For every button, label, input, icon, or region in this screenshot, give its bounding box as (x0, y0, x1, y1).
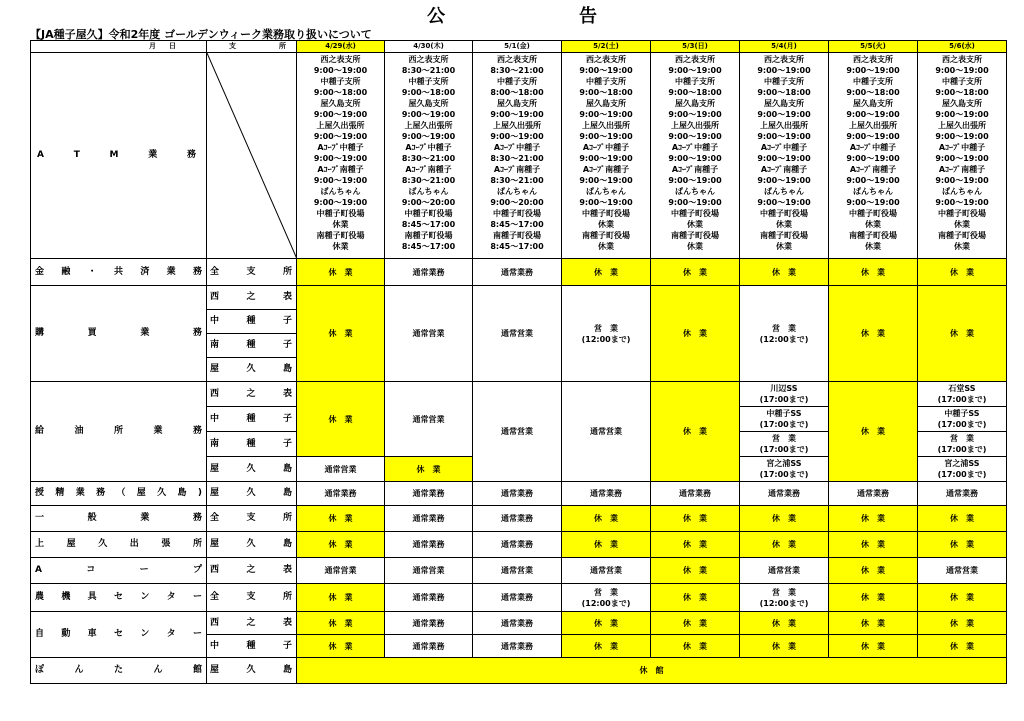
status-cell: 休 業 (385, 457, 473, 482)
status-cell: 通常営業 (297, 457, 385, 482)
status-cell: 休 業 (740, 506, 829, 532)
status-cell: 休 業 (829, 286, 918, 382)
atm-hours-cell: 西之表支所 8:30～21:00 中種子支所 8:00～18:00 屋久島支所 9:00～19:00 上屋久出張所 9:00～19:00 Aｺｰﾌﾟ中種子 8:30～21:00 Aｺｰﾌﾟ南種子 8:30～21:00 ばんちゃん 9:00～20:00 中種子町役場 8:45～17:00 南種子町役場 8:45～17:00 (473, 53, 562, 259)
status-cell: 通常業務 (473, 482, 562, 506)
status-cell: 休 業 (829, 259, 918, 286)
gas-station-cell: 石堂SS (17:00まで) (918, 382, 1007, 407)
status-cell: 通常営業 (918, 558, 1007, 584)
status-cell: 休 業 (740, 532, 829, 558)
category-pontan-hall: ぽ ん た ん 館 (31, 658, 207, 684)
branch-name: 中 種 子 (207, 310, 297, 334)
status-cell: 通常業務 (297, 482, 385, 506)
status-cell: 営 業 (12:00まで) (562, 584, 651, 612)
status-cell: 休 業 (829, 506, 918, 532)
category-finance: 金 融 ・ 共 済 業 務 (31, 259, 207, 286)
status-cell: 通常営業 (385, 286, 473, 382)
date-header: 5/5(火) (829, 41, 918, 53)
status-cell: 休 業 (651, 506, 740, 532)
category-insemination: 授 精 業 務 （ 屋 久 島 ) (31, 482, 207, 506)
date-header: 4/30(木) (385, 41, 473, 53)
branch-name: 中 種 子 (207, 407, 297, 432)
status-cell: 休 業 (297, 612, 385, 635)
status-cell: 休 業 (562, 635, 651, 658)
status-cell: 休 業 (918, 635, 1007, 658)
status-cell: 休 業 (651, 635, 740, 658)
atm-hours-cell: 西之表支所 8:30～21:00 中種子支所 9:00～18:00 屋久島支所 9:00～19:00 上屋久出張所 9:00～19:00 Aｺｰﾌﾟ中種子 8:30～21:00 Aｺｰﾌﾟ南種子 8:30～21:00 ばんちゃん 9:00～20:00 中種子町役場 8:45～17:00 南種子町役場 8:45～17:00 (385, 53, 473, 259)
gas-station-cell: 宮之浦SS (17:00まで) (918, 457, 1007, 482)
status-cell: 休 業 (297, 382, 385, 457)
status-cell: 休 業 (829, 558, 918, 584)
status-cell: 休 業 (918, 584, 1007, 612)
status-cell: 通常業務 (473, 584, 562, 612)
status-cell: 休 業 (651, 584, 740, 612)
gas-station-cell: 宮之浦SS (17:00まで) (740, 457, 829, 482)
status-cell: 通常業務 (473, 635, 562, 658)
branch-name: 屋 久 島 (207, 658, 297, 684)
category-farm-machinery: 農 機 具 セ ン タ ー (31, 584, 207, 612)
branch-name: 全 支 所 (207, 506, 297, 532)
status-cell: 休 業 (297, 259, 385, 286)
status-cell: 休 業 (740, 259, 829, 286)
status-cell: 休 業 (651, 286, 740, 382)
schedule-table (30, 40, 1007, 684)
category-auto-center: 自 動 車 セ ン タ ー (31, 612, 207, 658)
date-header: 5/6(水) (918, 41, 1007, 53)
status-cell: 通常業務 (740, 482, 829, 506)
category-a-coop: A コ ー プ (31, 558, 207, 584)
branch-all: 全 支 所 (207, 259, 297, 286)
status-cell: 通常業務 (829, 482, 918, 506)
status-cell: 休 業 (829, 532, 918, 558)
branch-name: 南 種 子 (207, 334, 297, 358)
branch-name: 西 之 表 (207, 382, 297, 407)
status-cell: 通常営業 (562, 382, 651, 482)
status-cell: 休 業 (297, 506, 385, 532)
status-cell: 通常業務 (473, 259, 562, 286)
atm-hours-cell: 西之表支所 9:00～19:00 中種子支所 9:00～18:00 屋久島支所 9:00～19:00 上屋久出張所 9:00～19:00 Aｺｰﾌﾟ中種子 9:00～19:00 Aｺｰﾌﾟ南種子 9:00～19:00 ばんちゃん 9:00～19:00 中種子町役場 休業 南種子町役場 休業 (829, 53, 918, 259)
branch-name: 屋 久 島 (207, 482, 297, 506)
branch-name: 屋 久 島 (207, 532, 297, 558)
status-cell: 通常業務 (651, 482, 740, 506)
status-cell: 通常営業 (385, 382, 473, 457)
status-cell: 休 業 (651, 558, 740, 584)
category-general: 一 般 業 務 (31, 506, 207, 532)
gas-station-cell: 中種子SS (17:00まで) (740, 407, 829, 432)
status-cell: 休 業 (918, 259, 1007, 286)
branch-name: 西 之 表 (207, 286, 297, 310)
header-branch: 支 所 (207, 41, 297, 53)
status-cell: 休 業 (918, 286, 1007, 382)
status-cell: 休 業 (651, 532, 740, 558)
status-cell: 休 業 (297, 584, 385, 612)
category-kamiyaku-office: 上 屋 久 出 張 所 (31, 532, 207, 558)
date-header: 4/29(水) (297, 41, 385, 53)
status-cell: 通常業務 (385, 635, 473, 658)
status-cell: 通常業務 (385, 584, 473, 612)
branch-name: 中 種 子 (207, 635, 297, 658)
status-cell: 休 業 (562, 532, 651, 558)
branch-name: 屋 久 島 (207, 358, 297, 382)
status-cell: 休 業 (297, 635, 385, 658)
status-cell: 通常業務 (385, 506, 473, 532)
status-cell: 通常業務 (918, 482, 1007, 506)
atm-branch-corner (207, 53, 297, 259)
notice-subtitle: 【JA種子屋久】令和2年度 ゴールデンウィーク業務取り扱いについて (30, 28, 372, 41)
status-cell: 休 業 (651, 612, 740, 635)
status-cell: 休 業 (918, 506, 1007, 532)
date-header: 5/2(土) (562, 41, 651, 53)
status-cell: 通常業務 (385, 612, 473, 635)
status-cell: 休 業 (651, 382, 740, 482)
status-cell: 通常業務 (385, 532, 473, 558)
status-cell: 休 業 (562, 506, 651, 532)
category-gas-station: 給 油 所 業 務 (31, 382, 207, 482)
status-cell: 通常業務 (562, 482, 651, 506)
status-cell: 通常営業 (740, 558, 829, 584)
status-cell: 営 業 (12:00まで) (562, 286, 651, 382)
atm-hours-cell: 西之表支所 9:00～19:00 中種子支所 9:00～18:00 屋久島支所 9:00～19:00 上屋久出張所 9:00～19:00 Aｺｰﾌﾟ中種子 9:00～19:00 Aｺｰﾌﾟ南種子 9:00～19:00 ばんちゃん 9:00～19:00 中種子町役場 休業 南種子町役場 休業 (918, 53, 1007, 259)
status-cell: 通常営業 (562, 558, 651, 584)
atm-hours-cell: 西之表支所 9:00～19:00 中種子支所 9:00～18:00 屋久島支所 9:00～19:00 上屋久出張所 9:00～19:00 Aｺｰﾌﾟ中種子 9:00～19:00 Aｺｰﾌﾟ南種子 9:00～19:00 ばんちゃん 9:00～19:00 中種子町役場 休業 南種子町役場 休業 (562, 53, 651, 259)
status-cell: 休 業 (829, 635, 918, 658)
status-cell: 通常業務 (385, 482, 473, 506)
status-cell: 通常業務 (385, 259, 473, 286)
category-purchasing: 購 買 業 務 (31, 286, 207, 382)
status-cell: 休 業 (562, 259, 651, 286)
status-cell: 休 業 (740, 612, 829, 635)
status-cell: 営 業 (12:00まで) (740, 286, 829, 382)
branch-name: 南 種 子 (207, 432, 297, 457)
status-cell: 通常営業 (297, 558, 385, 584)
status-cell: 通常業務 (473, 612, 562, 635)
atm-hours-cell: 西之表支所 9:00～19:00 中種子支所 9:00～18:00 屋久島支所 9:00～19:00 上屋久出張所 9:00～19:00 Aｺｰﾌﾟ中種子 9:00～19:00 Aｺｰﾌﾟ南種子 9:00～19:00 ばんちゃん 9:00～19:00 中種子町役場 休業 南種子町役場 休業 (740, 53, 829, 259)
status-cell: 休 業 (562, 612, 651, 635)
status-cell: 通常業務 (473, 506, 562, 532)
status-cell: 休 業 (829, 584, 918, 612)
gas-station-cell: 営 業 (17:00まで) (740, 432, 829, 457)
branch-name: 屋 久 島 (207, 457, 297, 482)
category-atm: A T M 業 務 (31, 53, 207, 259)
status-cell: 休 業 (829, 382, 918, 482)
gas-station-cell: 川辺SS (17:00まで) (740, 382, 829, 407)
gas-station-cell: 中種子SS (17:00まで) (918, 407, 1007, 432)
status-cell: 通常営業 (473, 286, 562, 382)
header-month-day: 月 日 (31, 41, 207, 53)
status-cell: 休 業 (297, 532, 385, 558)
page-title: 公 告 (427, 6, 655, 27)
status-cell: 休 業 (918, 532, 1007, 558)
branch-name: 全 支 所 (207, 584, 297, 612)
date-header: 5/4(月) (740, 41, 829, 53)
atm-hours-cell: 西之表支所 9:00～19:00 中種子支所 9:00～18:00 屋久島支所 9:00～19:00 上屋久出張所 9:00～19:00 Aｺｰﾌﾟ中種子 9:00～19:00 Aｺｰﾌﾟ南種子 9:00～19:00 ばんちゃん 9:00～19:00 中種子町役場 休業 南種子町役場 休業 (297, 53, 385, 259)
status-cell: 休 業 (829, 612, 918, 635)
status-cell: 休 業 (740, 635, 829, 658)
date-header: 5/3(日) (651, 41, 740, 53)
atm-hours-cell: 西之表支所 9:00～19:00 中種子支所 9:00～18:00 屋久島支所 9:00～19:00 上屋久出張所 9:00～19:00 Aｺｰﾌﾟ中種子 9:00～19:00 Aｺｰﾌﾟ南種子 9:00～19:00 ばんちゃん 9:00～19:00 中種子町役場 休業 南種子町役場 休業 (651, 53, 740, 259)
status-cell: 休 業 (651, 259, 740, 286)
status-cell: 通常営業 (385, 558, 473, 584)
status-cell: 休 業 (918, 612, 1007, 635)
branch-name: 西 之 表 (207, 558, 297, 584)
status-cell: 通常営業 (473, 558, 562, 584)
gas-station-cell: 営 業 (17:00まで) (918, 432, 1007, 457)
status-cell: 通常業務 (473, 532, 562, 558)
status-cell: 営 業 (12:00まで) (740, 584, 829, 612)
status-cell: 通常営業 (473, 382, 562, 482)
closed-all-cell: 休 館 (297, 658, 1007, 684)
date-header: 5/1(金) (473, 41, 562, 53)
status-cell: 休 業 (297, 286, 385, 382)
branch-name: 西 之 表 (207, 612, 297, 635)
